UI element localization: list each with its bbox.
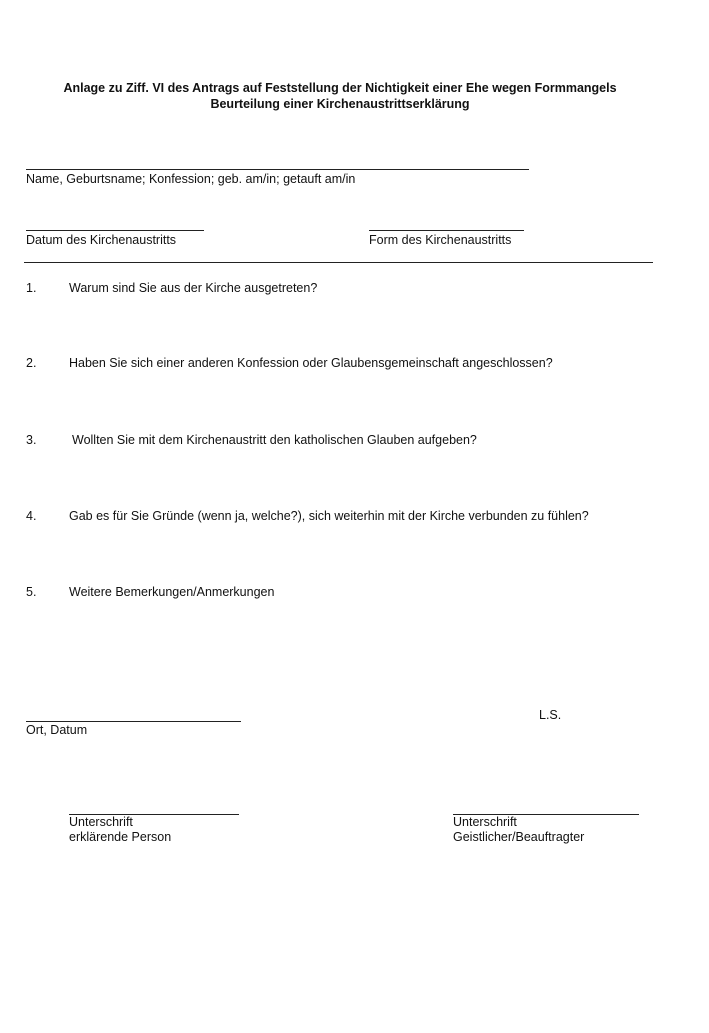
question-text: Wollten Sie mit dem Kirchenaustritt den katholischen Glauben aufgeben? — [72, 433, 477, 447]
question-number: 5. — [26, 585, 37, 599]
section-divider — [24, 262, 653, 263]
form-field-line[interactable] — [369, 230, 524, 231]
name-field-line[interactable] — [26, 169, 529, 170]
question-number: 2. — [26, 356, 37, 370]
place-date-line[interactable] — [26, 721, 241, 722]
name-field-label: Name, Geburtsname; Konfession; geb. am/in; getauft am/in — [26, 172, 356, 186]
question-text: Haben Sie sich einer anderen Konfession oder Glaubensgemeinschaft angeschlossen? — [69, 356, 553, 370]
place-date-label: Ort, Datum — [26, 723, 88, 737]
question-text: Gab es für Sie Gründe (wenn ja, welche?), sich weiterhin mit der Kirche verbunden zu fühlen? — [69, 509, 589, 523]
question-number: 3. — [26, 433, 37, 447]
form-field-label: Form des Kirchenaustritts — [369, 233, 512, 247]
signature-label: Unterschrift — [69, 815, 133, 829]
date-field-line[interactable] — [26, 230, 204, 231]
document-title: Anlage zu Ziff. VI des Antrags auf Feststellung der Nichtigkeit einer Ehe wegen Formmangels — [63, 81, 617, 95]
signature-role: erklärende Person — [69, 830, 172, 844]
question-number: 1. — [26, 281, 37, 295]
seal-label: L.S. — [539, 708, 562, 722]
signature-role: Geistlicher/Beauftragter — [453, 830, 585, 844]
date-field-label: Datum des Kirchenaustritts — [26, 233, 177, 247]
question-text: Warum sind Sie aus der Kirche ausgetreten? — [69, 281, 318, 295]
question-text: Weitere Bemerkungen/Anmerkungen — [69, 585, 275, 599]
document-subtitle: Beurteilung einer Kirchenaustrittserklärung — [210, 97, 470, 111]
question-number: 4. — [26, 509, 37, 523]
signature-label: Unterschrift — [453, 815, 517, 829]
